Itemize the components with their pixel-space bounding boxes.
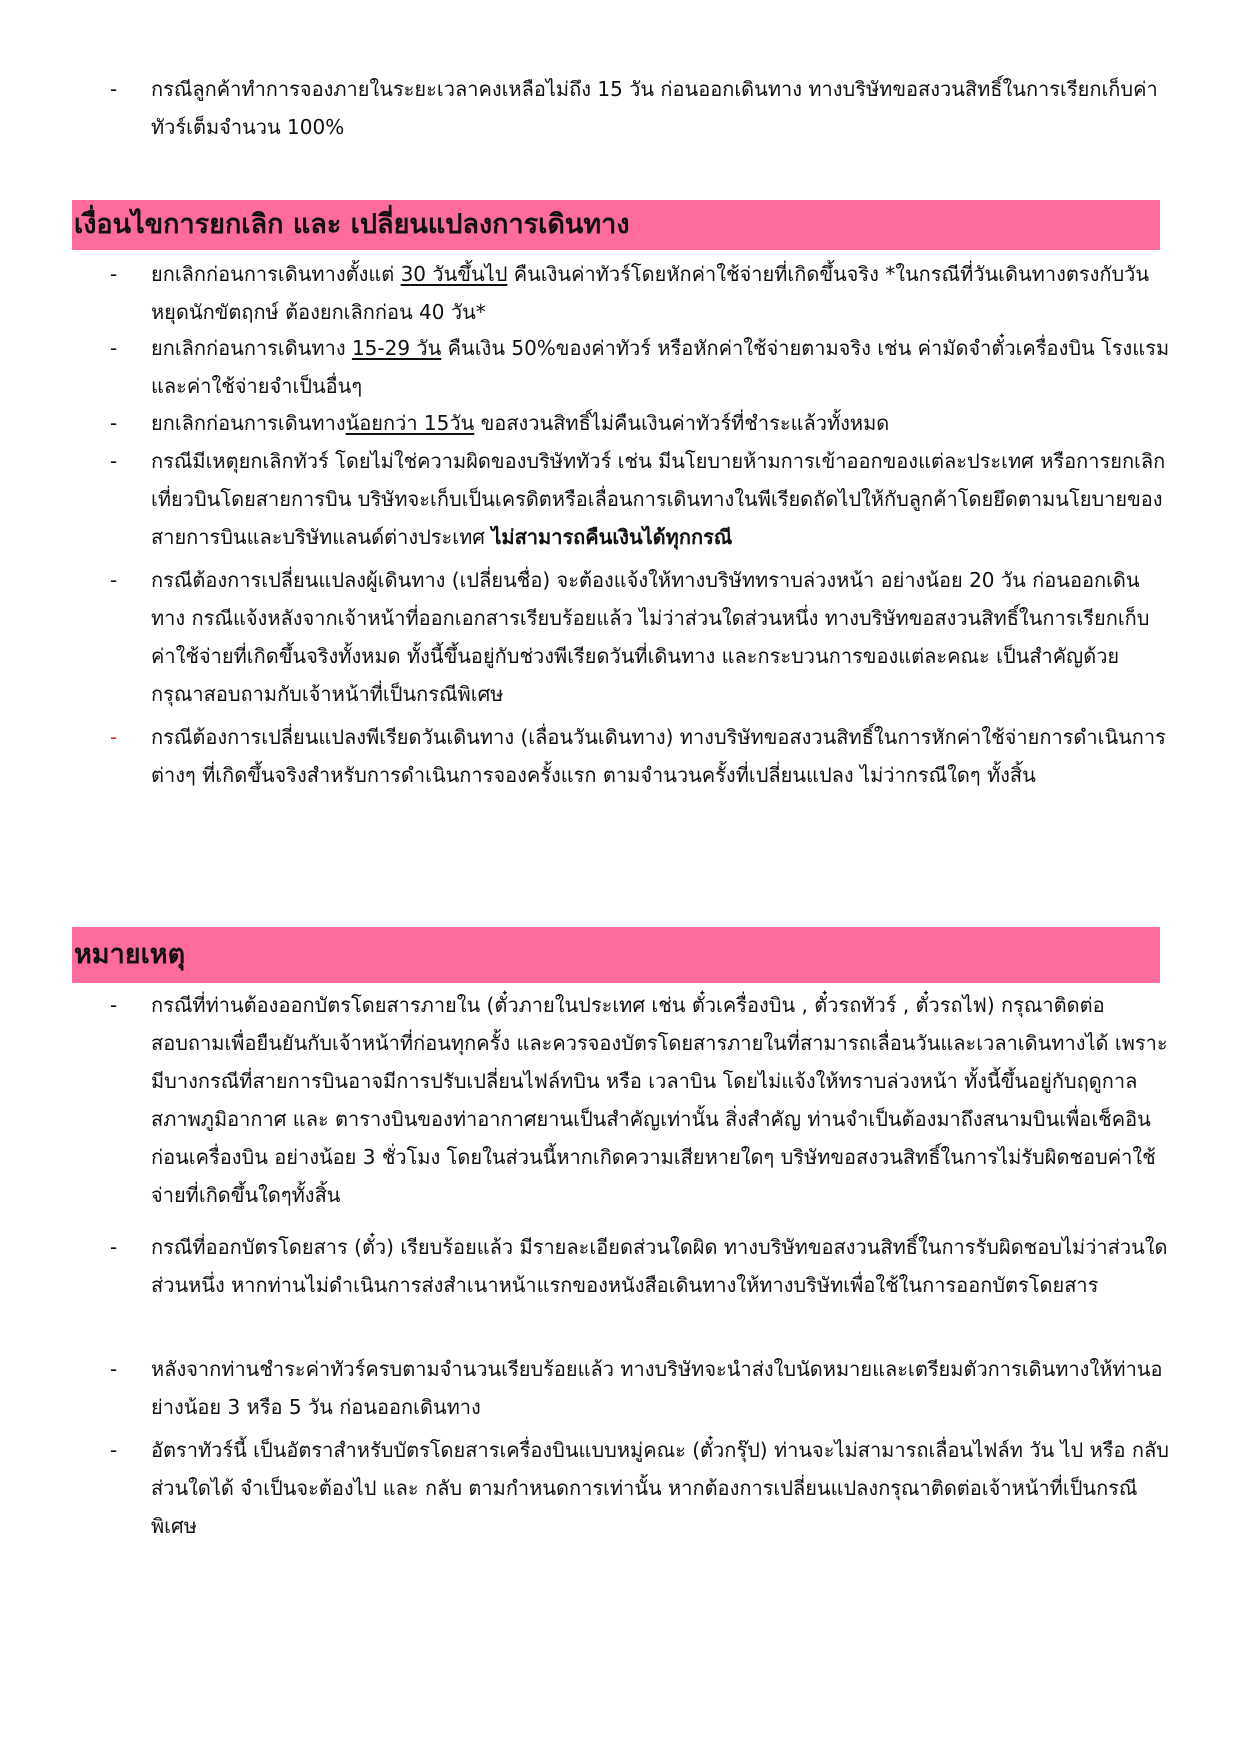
bullet-dash: - [110, 262, 118, 286]
bullet-dash: - [110, 993, 118, 1017]
top-bullet-list [110, 70, 1170, 146]
section-heading-cancellation: เงื่อนไขการยกเลิก และ เปลี่ยนแปลงการเดินทาง [72, 200, 1160, 250]
bullet-text [151, 449, 1165, 549]
text-run: กรณีลูกค้าทำการจองภายในระยะเวลาคงเหลือไม่ถึง 15 วัน ก่อนออกเดินทาง ทางบริษัทขอสงวนสิทธิ์ในการเรียกเก็บค่าทัวร์เต็มจำนวน 100% [151, 77, 1158, 139]
underlined-text: 30 วันขึ้นไป [400, 262, 508, 286]
bullet-dash: - [110, 411, 118, 435]
bullet-text [151, 411, 889, 435]
bullet-dash: - [110, 725, 118, 749]
list-item [110, 1228, 1170, 1350]
text-run: ขอสงวนสิทธิ์ไม่คืนเงินค่าทัวร์ที่ชำระแล้วทั้งหมด [474, 411, 890, 435]
list-item [110, 255, 1170, 329]
remarks-bullet-list [110, 986, 1170, 1551]
bullet-text [151, 262, 1149, 324]
list-item [110, 561, 1170, 718]
list-item [110, 70, 1170, 146]
bullet-text [151, 993, 1168, 1207]
underlined-text: น้อยกว่า 15วัน [345, 411, 475, 435]
text-run: หลังจากท่านชำระค่าทัวร์ครบตามจำนวนเรียบร้อยแล้ว ทางบริษัทจะนำส่งใบนัดหมายและเตรียมตัวการเดินทางให้ท่านอย่างน้อย 3 หรือ 5 วัน ก่อนออกเดินทาง [151, 1357, 1163, 1419]
text-run: ยกเลิกก่อนการเดินทาง [151, 411, 346, 435]
list-item [110, 404, 1170, 442]
bullet-dash: - [110, 336, 118, 360]
text-run: คืนเงินค่าทัวร์โดยหักค่าใช้จ่ายที่เกิดขึ้นจริง *ในกรณีที่วันเดินทางตรงกับวันหยุดนักขัตฤกษ์ ต้องยกเลิกก่อน 40 วัน* [151, 262, 1150, 324]
text-run: ยกเลิกก่อนการเดินทาง [151, 336, 352, 360]
bold-text: ไม่สามารถคืนเงินได้ทุกกรณี [491, 525, 733, 549]
list-item [110, 442, 1170, 561]
cancellation-bullet-list [110, 255, 1170, 838]
bullet-text [151, 568, 1149, 706]
text-run: กรณีมีเหตุยกเลิกทัวร์ โดยไม่ใช่ความผิดของบริษัททัวร์ เช่น มีนโยบายห้ามการเข้าออกของแต่ละประเทศ หรือการยกเลิกเที่ยวบินโดยสายการบิน บริษัทจะเก็บเป็นเครดิตหรือเลื่อนการเดินทางในพีเรียดถัดไปให้กับลูกค้าโดยยึดตามนโยบายของสายการบินและบริษัทแลนด์ต่างประเทศ [151, 449, 1166, 549]
bullet-text [151, 1357, 1162, 1419]
list-item [110, 329, 1170, 404]
underlined-text: 15-29 วัน [351, 336, 442, 360]
bullet-dash: - [110, 1438, 118, 1462]
list-item [110, 1350, 1170, 1431]
bullet-text [151, 725, 1166, 787]
bullet-text [151, 336, 1169, 398]
bullet-dash: - [110, 77, 118, 101]
bullet-dash: - [110, 568, 118, 592]
list-item [110, 718, 1170, 838]
text-run: กรณีต้องการเปลี่ยนแปลงพีเรียดวันเดินทาง (เลื่อนวันเดินทาง) ทางบริษัทขอสงวนสิทธิ์ในการหักค่าใช้จ่ายการดำเนินการต่างๆ ที่เกิดขึ้นจริงสำหรับการดำเนินการจองครั้งแรก ตามจำนวนครั้งที่เปลี่ยนแปลง ไม่ว่ากรณีใดๆ ทั้งสิ้น [151, 725, 1166, 787]
text-run: กรณีที่ออกบัตรโดยสาร (ตั๋ว) เรียบร้อยแล้ว มีรายละเอียดส่วนใดผิด ทางบริษัทขอสงวนสิทธิ์ในการรับผิดชอบไม่ว่าส่วนใดส่วนหนึ่ง หากท่านไม่ดำเนินการส่งสำเนาหน้าแรกของหนังสือเดินทางให้ทางบริษัทเพื่อใช้ในการออกบัตรโดยสาร [151, 1235, 1168, 1297]
text-run: กรณีที่ท่านต้องออกบัตรโดยสารภายใน (ตั๋วภายในประเทศ เช่น ตั๋วเครื่องบิน , ตั๋วรถทัวร์ , ตั๋วรถไฟ) กรุณาติดต่อสอบถามเพื่อยืนยันกับเจ้าหน้าที่ก่อนทุกครั้ง และควรจองบัตรโดยสารภายในที่สามารถเลื่อนวันและเวลาเดินทางได้ เพราะมีบางกรณีที่สายการบินอาจมีการปรับเปลี่ยนไฟล์ทบิน หรือ เวลาบิน โดยไม่แจ้งให้ทราบล่วงหน้า ทั้งนี้ขึ้นอยู่กับฤดูกาล สภาพภูมิอากาศ และ ตารางบินของท่าอากาศยานเป็นสำคัญเท่านั้น สิ่งสำคัญ ท่านจำเป็นต้องมาถึงสนามบินเพื่อเช็คอินก่อนเครื่องบิน อย่างน้อย 3 ชั่วโมง โดยในส่วนนี้หากเกิดความเสียหายใดๆ บริษัทขอสงวนสิทธิ์ในการไม่รับผิดชอบค่าใช้จ่ายที่เกิดขึ้นใดๆทั้งสิ้น [151, 993, 1168, 1207]
bullet-dash: - [110, 1235, 118, 1259]
text-run: ยกเลิกก่อนการเดินทางตั้งแต่ [151, 262, 401, 286]
bullet-dash: - [110, 449, 118, 473]
bullet-text [151, 1235, 1168, 1297]
bullet-text [151, 77, 1158, 139]
bullet-text [151, 1438, 1169, 1538]
text-run: กรณีต้องการเปลี่ยนแปลงผู้เดินทาง (เปลี่ยนชื่อ) จะต้องแจ้งให้ทางบริษัททราบล่วงหน้า อย่างน้อย 20 วัน ก่อนออกเดินทาง กรณีแจ้งหลังจากเจ้าหน้าที่ออกเอกสารเรียบร้อยแล้ว ไม่ว่าส่วนใดส่วนหนึ่ง ทางบริษัทขอสงวนสิทธิ์ในการเรียกเก็บค่าใช้จ่ายที่เกิดขึ้นจริงทั้งหมด ทั้งนี้ขึ้นอยู่กับช่วงพีเรียดวันที่เดินทาง และกระบวนการของแต่ละคณะ เป็นสำคัญด้วย กรุณาสอบถามกับเจ้าหน้าที่เป็นกรณีพิเศษ [151, 568, 1150, 706]
list-item [110, 986, 1170, 1228]
text-run: คืนเงิน 50%ของค่าทัวร์ หรือหักค่าใช้จ่ายตามจริง เช่น ค่ามัดจำตั๋วเครื่องบิน โรงแรม และค่าใช้จ่ายจำเป็นอื่นๆ [151, 336, 1170, 398]
bullet-dash: - [110, 1357, 118, 1381]
section-heading-remarks: หมายเหตุ [72, 927, 1160, 983]
list-item [110, 1431, 1170, 1551]
text-run: อัตราทัวร์นี้ เป็นอัตราสำหรับบัตรโดยสารเครื่องบินแบบหมู่คณะ (ตั๋วกรุ๊ป) ท่านจะไม่สามารถเลื่อนไฟล์ท วัน ไป หรือ กลับส่วนใดได้ จำเป็นจะต้องไป และ กลับ ตามกำหนดการเท่านั้น หากต้องการเปลี่ยนแปลงกรุณาติดต่อเจ้าหน้าที่เป็นกรณีพิเศษ [151, 1438, 1169, 1538]
